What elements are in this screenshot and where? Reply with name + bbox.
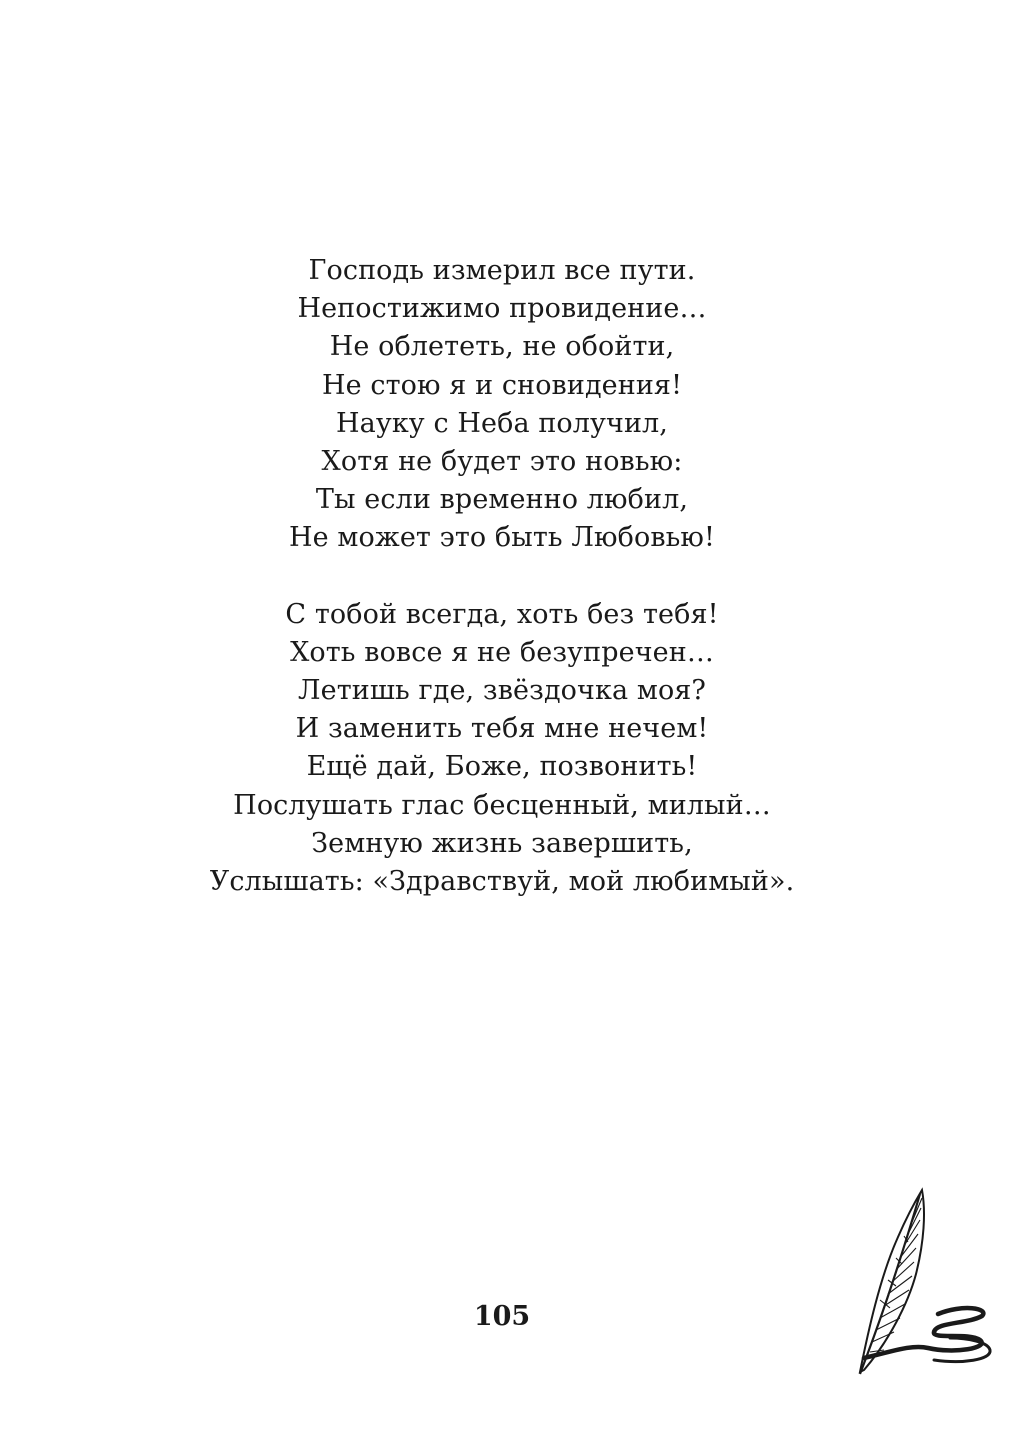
stanza-2 xyxy=(0,596,1004,902)
poem-line: Хоть вовсе я не безупречен… xyxy=(290,636,714,668)
poem-line: Непостижимо провидение… xyxy=(297,293,707,325)
stanza-1 xyxy=(0,252,1004,558)
quill-pen-icon xyxy=(850,1182,1000,1382)
poem-line: Услышать: «Здравствуй, мой любимый». xyxy=(209,866,795,898)
poem-line: Послушать глас бесценный, милый… xyxy=(233,789,771,821)
poem-line: Не облететь, не обойти, xyxy=(329,331,675,363)
poem-line: Науку с Неба получил, xyxy=(335,407,668,439)
poem-line: Господь измерил все пути. xyxy=(308,255,696,286)
page-number: 105 xyxy=(473,1301,531,1332)
poem-line: Хотя не будет это новью: xyxy=(321,446,683,478)
poem-line: Не стою я и сновидения! xyxy=(321,369,683,401)
poem-line: Ещё дай, Боже, позвонить! xyxy=(306,751,698,783)
poem-line: Летишь где, звёздочка моя? xyxy=(297,675,707,707)
poem-line: Ты если временно любил, xyxy=(315,484,689,516)
poem-line: И заменить тебя мне нечем! xyxy=(295,713,709,745)
poem xyxy=(0,252,1004,901)
poem-line: С тобой всегда, хоть без тебя! xyxy=(285,598,719,630)
poem-line: Не может это быть Любовью! xyxy=(289,522,715,554)
poem-line: Земную жизнь завершить, xyxy=(311,827,693,859)
